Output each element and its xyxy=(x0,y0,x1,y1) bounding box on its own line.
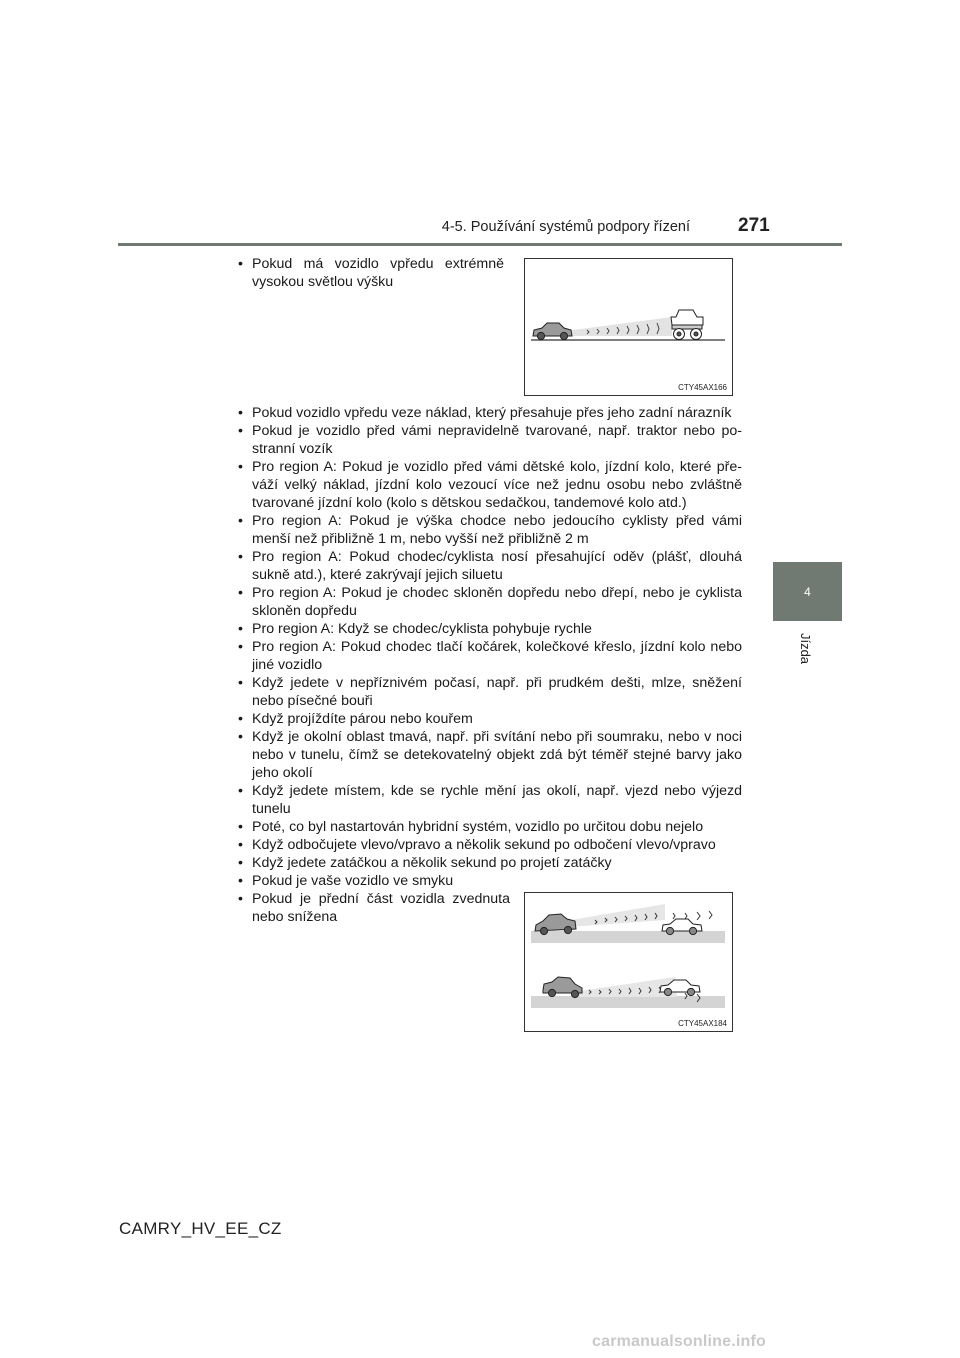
bullet-block-2 xyxy=(238,404,742,890)
figure-code: CTY45AX166 xyxy=(678,383,727,392)
list-item: • Pokud je přední část vozidla zvednuta nebo snížena xyxy=(238,890,510,926)
list-item: • Poté, co byl nastartován hybridní systém, vozidlo po určitou dobu nejelo xyxy=(238,818,742,836)
list-item: • Pokud má vozidlo vpředu extrémně vysokou světlou výšku xyxy=(238,255,504,291)
figure-front-raised-lowered xyxy=(524,892,733,1032)
list-item: • Pro region A: Když se chodec/cyklista pohybuje rychle xyxy=(238,620,742,638)
list-item: • Pro region A: Pokud je vozidlo před vámi dětské kolo, jízdní kolo, které pře-váží velký náklad, jízdní kolo vezoucí více než jednu osobu nebo zvláštně tvarované jízdní kolo (kolo s dětskou sedačkou, tandemové kolo atd.) xyxy=(238,458,742,512)
chapter-label: Jízda xyxy=(798,632,814,664)
bullet-block-3 xyxy=(238,890,510,926)
bullet-block-1 xyxy=(238,255,504,291)
figure-high-clearance xyxy=(524,258,733,396)
watermark: carmanualsonline.info xyxy=(592,1333,767,1350)
list-item: • Když jedete zatáčkou a několik sekund po projetí zatáčky xyxy=(238,854,742,872)
lowered-front-car-icon xyxy=(543,977,582,998)
header-rule xyxy=(118,243,842,246)
document-code: CAMRY_HV_EE_CZ xyxy=(119,1219,282,1238)
page-number: 271 xyxy=(738,215,770,236)
list-item: • Pro region A: Pokud chodec/cyklista nosí přesahující oděv (plášť, dlouhá sukně atd.), které zakrývají jejich siluetu xyxy=(238,548,742,584)
list-item: • Pokud vozidlo vpředu veze náklad, který přesahuje přes jeho zadní nárazník xyxy=(238,404,742,422)
figure-front-raised-lowered-drawing xyxy=(525,893,732,1031)
list-item: • Pro region A: Pokud je výška chodce nebo jedoucího cyklisty před vámi menší než přibližně 1 m, nebo vyšší než přibližně 2 m xyxy=(238,512,742,548)
list-item: • Pokud je vaše vozidlo ve smyku xyxy=(238,872,742,890)
list-item: • Když je okolní oblast tmavá, např. při svítání nebo při soumraku, nebo v noci nebo v tunelu, čímž se detekovatelný objekt zdá být téměř stejné barvy jako jeho okolí xyxy=(238,728,742,782)
chapter-tab xyxy=(773,562,842,621)
figure-code: CTY45AX184 xyxy=(678,1019,727,1028)
header-section-title: 4-5. Používání systémů podpory řízení xyxy=(441,219,690,235)
list-item: • Když projíždíte párou nebo kouřem xyxy=(238,710,742,728)
figure-high-clearance-drawing xyxy=(525,259,732,395)
list-item: • Pokud je vozidlo před vámi nepravidelně tvarované, např. traktor nebo po-stranní vozík xyxy=(238,422,742,458)
chapter-label-vertical xyxy=(776,628,836,668)
high-clearance-vehicle-icon xyxy=(671,310,703,340)
list-item: • Když jedete v nepříznivém počasí, např. při prudkém dešti, mlze, sněžení nebo písečné bouři xyxy=(238,674,742,710)
list-item: • Pro region A: Pokud je chodec skloněn dopředu nebo dřepí, nebo je cyklista skloněn dopředu xyxy=(238,584,742,620)
list-item: • Když odbočujete vlevo/vpravo a několik sekund po odbočení vlevo/vpravo xyxy=(238,836,742,854)
list-item: • Pro region A: Pokud chodec tlačí kočárek, kolečkové křeslo, jízdní kolo nebo jiné vozidlo xyxy=(238,638,742,674)
list-item: • Když jedete místem, kde se rychle mění jas okolí, např. vjezd nebo výjezd tunelu xyxy=(238,782,742,818)
own-car-icon xyxy=(533,323,572,340)
chapter-number: 4 xyxy=(804,584,811,599)
